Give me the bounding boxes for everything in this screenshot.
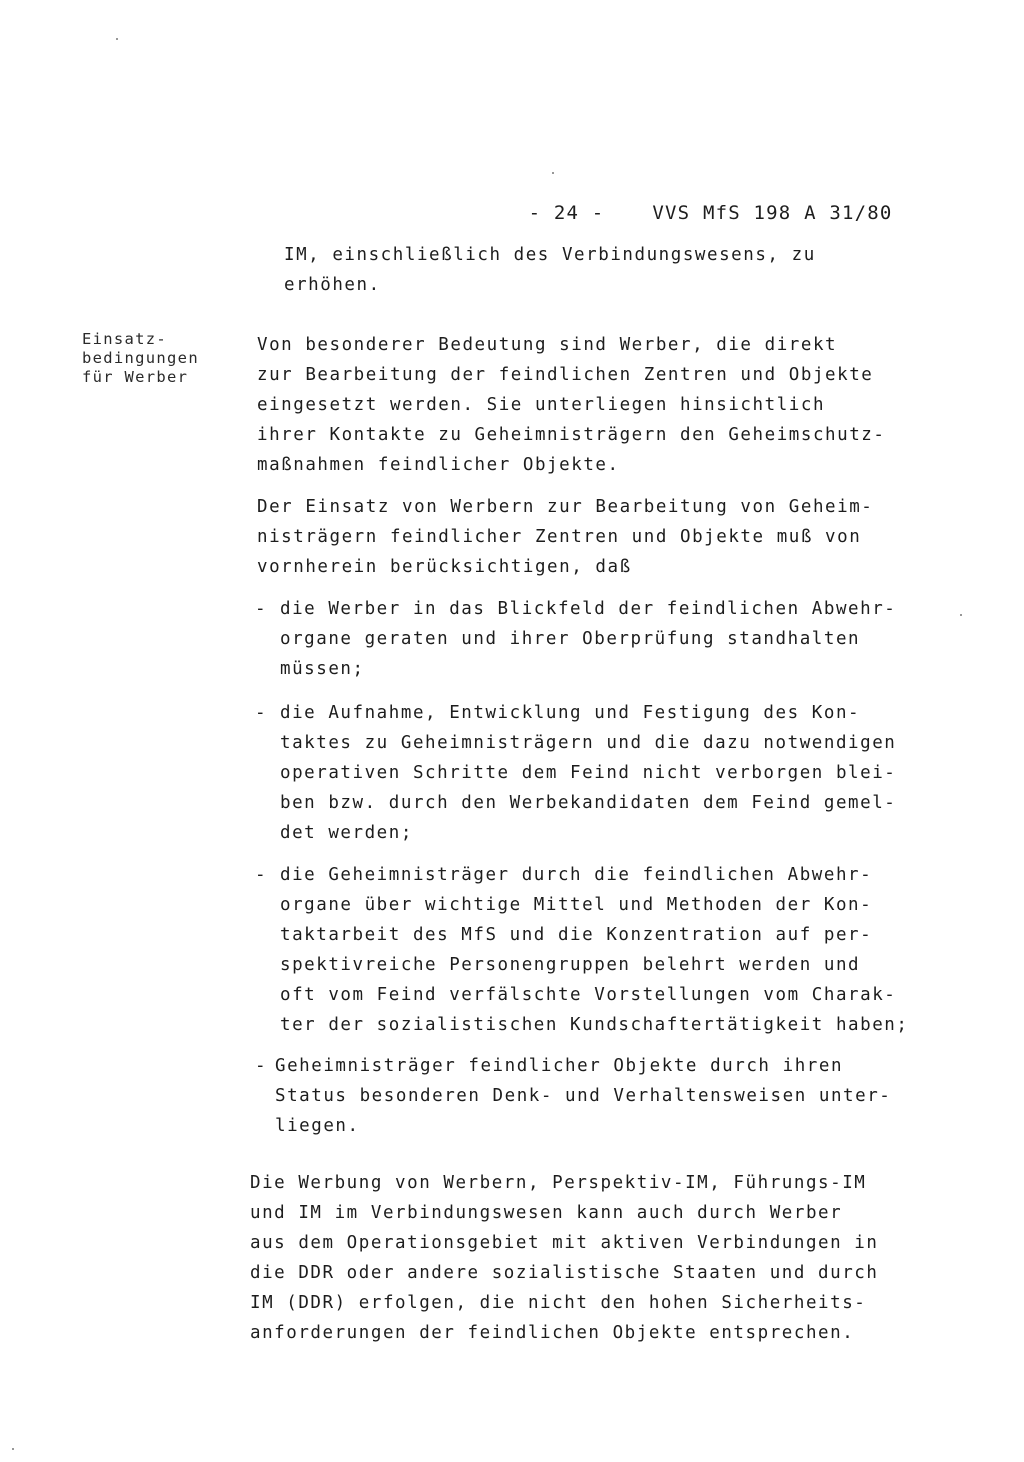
text-line: ihrer Kontakte zu Geheimnisträgern den Geheimschutz- — [257, 425, 886, 445]
paragraph-einsatz — [257, 492, 873, 582]
paragraph-werber-bedeutung — [257, 330, 885, 480]
scan-speck — [960, 614, 962, 616]
scan-speck — [552, 172, 554, 174]
text-line: Der Einsatz von Werbern zur Bearbeitung von Geheim- — [257, 497, 874, 517]
paragraph-werbung — [250, 1168, 878, 1348]
text-line: müssen; — [280, 659, 365, 679]
margin-note-line: bedingungen — [82, 349, 199, 367]
text-line: det werden; — [280, 823, 413, 843]
bullet-dash: - — [255, 703, 268, 723]
text-line: die Werber in das Blickfeld der feindlichen Abwehr- — [280, 599, 897, 619]
text-line: oft vom Feind verfälschte Vorstellungen vom Charak- — [280, 985, 897, 1005]
text-line: vornherein berücksichtigen, daß — [257, 557, 632, 577]
page-header — [478, 180, 893, 246]
scan-speck — [12, 1448, 14, 1450]
text-line: erhöhen. — [284, 275, 381, 295]
text-line: IM, einschließlich des Verbindungswesens, zu — [284, 245, 816, 265]
text-line: IM (DDR) erfolgen, die nicht den hohen Sicherheits- — [250, 1293, 867, 1313]
text-line: Von besonderer Bedeutung sind Werber, die direkt — [257, 335, 838, 355]
bullet-text — [275, 1051, 891, 1141]
text-line: die Geheimnisträger durch die feindlichen Abwehr- — [280, 865, 873, 885]
text-line: organe geraten und ihrer Oberprüfung standhalten — [280, 629, 861, 649]
bullet-text — [280, 860, 908, 1040]
scan-speck — [116, 38, 118, 40]
bullet-dash: - — [255, 865, 268, 885]
margin-note-line: Einsatz- — [82, 330, 168, 348]
margin-note — [82, 330, 199, 387]
text-line: anforderungen der feindlichen Objekte entsprechen. — [250, 1323, 855, 1343]
text-line: die Aufnahme, Entwicklung und Festigung des Kon- — [280, 703, 861, 723]
page-number: - 24 - — [528, 202, 605, 224]
text-line: die DDR oder andere sozialistische Staaten und durch — [250, 1263, 879, 1283]
text-line: taktarbeit des MfS und die Konzentration auf per- — [280, 925, 873, 945]
document-reference: VVS MfS 198 A 31/80 — [652, 202, 893, 224]
text-line: Die Werbung von Werbern, Perspektiv-IM, Führungs-IM — [250, 1173, 867, 1193]
text-line: aus dem Operationsgebiet mit aktiven Verbindungen in — [250, 1233, 879, 1253]
bullet-text — [280, 698, 896, 848]
text-line: ben bzw. durch den Werbekandidaten dem Feind gemel- — [280, 793, 897, 813]
text-line: Status besonderen Denk- und Verhaltensweisen unter- — [275, 1086, 892, 1106]
text-line: operativen Schritte dem Feind nicht verborgen blei- — [280, 763, 897, 783]
text-line: zur Bearbeitung der feindlichen Zentren und Objekte — [257, 365, 874, 385]
text-line: taktes zu Geheimnisträgern und die dazu notwendigen — [280, 733, 897, 753]
bullet-text — [280, 594, 896, 684]
bullet-dash: - — [255, 1056, 268, 1076]
text-line: spektivreiche Personengruppen belehrt werden und — [280, 955, 861, 975]
continuation-paragraph — [284, 240, 816, 300]
text-line: maßnahmen feindlicher Objekte. — [257, 455, 620, 475]
text-line: liegen. — [275, 1116, 360, 1136]
text-line: Geheimnisträger feindlicher Objekte durch ihren — [275, 1056, 844, 1076]
margin-note-line: für Werber — [82, 368, 189, 386]
text-line: organe über wichtige Mittel und Methoden der Kon- — [280, 895, 873, 915]
text-line: nisträgern feindlicher Zentren und Objekte muß von — [257, 527, 862, 547]
text-line: eingesetzt werden. Sie unterliegen hinsichtlich — [257, 395, 826, 415]
bullet-dash: - — [255, 599, 268, 619]
text-line: und IM im Verbindungswesen kann auch durch Werber — [250, 1203, 843, 1223]
text-line: ter der sozialistischen Kundschaftertätigkeit haben; — [280, 1015, 909, 1035]
